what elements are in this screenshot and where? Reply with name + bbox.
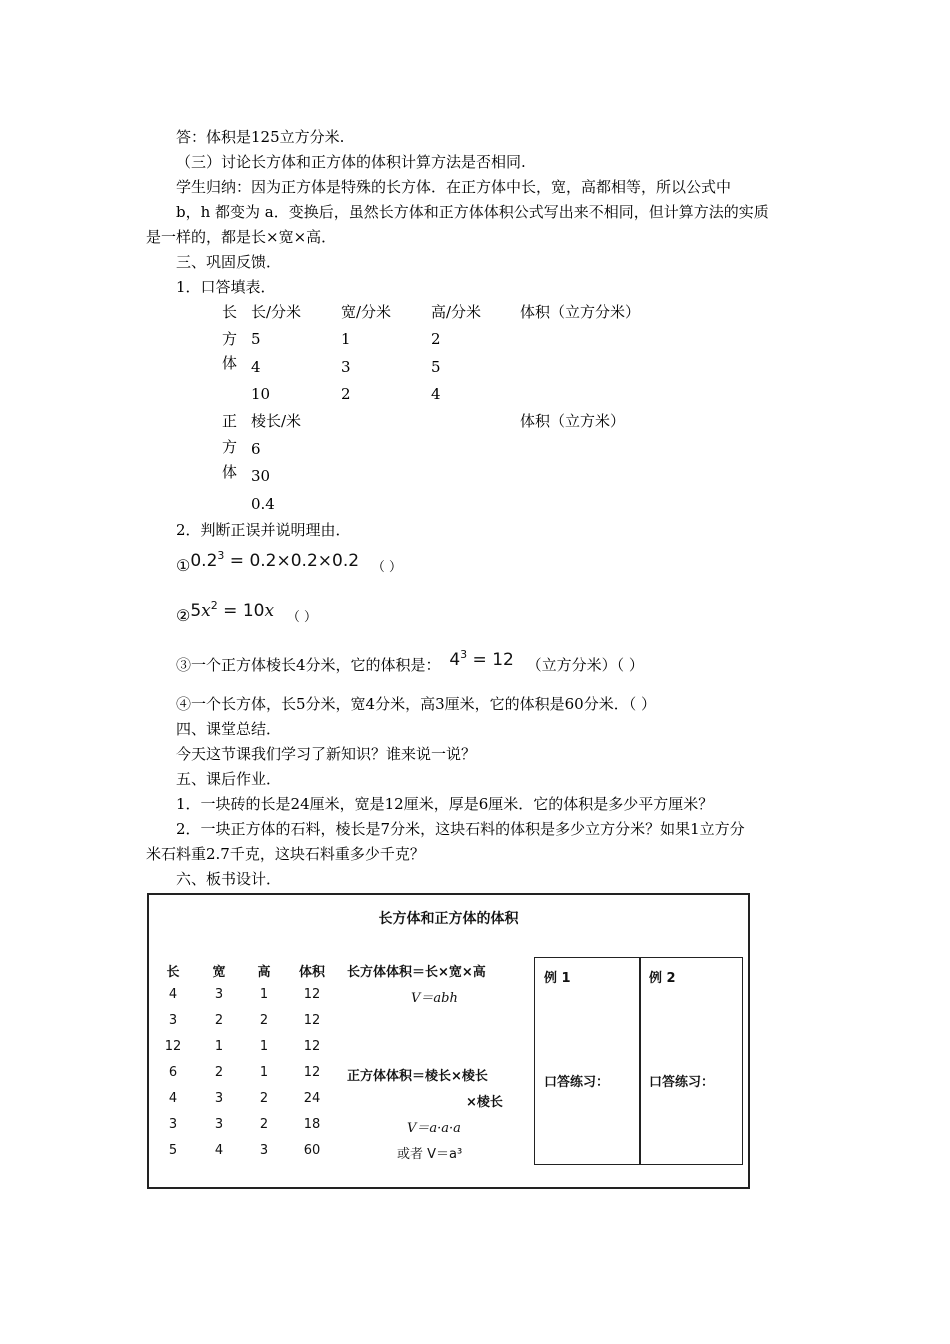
- board-cell: 4: [168, 987, 178, 1002]
- q1-paren: （ ）: [371, 560, 402, 575]
- section-3-heading: 三、巩固反馈．: [176, 253, 282, 271]
- board-cell: 6: [168, 1065, 178, 1080]
- cuboid-label-char: 方: [222, 330, 238, 348]
- cube-header-volume: 体积（立方米）: [520, 412, 626, 430]
- student-summary-line-1: 学生归纳：因为正方体是特殊的长方体．在正方体中长，宽，高都相等，所以公式中: [176, 178, 732, 196]
- board-cell: 2: [259, 1117, 269, 1132]
- cube-formula-line-2: ×棱长: [466, 1095, 503, 1110]
- board-cell: 2: [214, 1013, 224, 1028]
- board-cell: 12: [303, 987, 321, 1002]
- q2-formula: $5x^2 = 10x$: [190, 599, 275, 621]
- table-cell: 4: [251, 358, 261, 376]
- q3-formula: $4^3 = 12$: [449, 648, 514, 670]
- judge-q3: [176, 650, 644, 675]
- oral-practice-1: 口答练习：: [544, 1075, 610, 1090]
- cuboid-formula: 长方体体积＝长×宽×高: [347, 965, 486, 980]
- board-design: [147, 893, 750, 1189]
- board-cell: 12: [303, 1065, 321, 1080]
- table-cell: 5: [251, 330, 261, 348]
- q3-text: ③一个正方体棱长4分米，它的体积是：: [176, 656, 441, 674]
- section-4-heading: 四、课堂总结．: [176, 720, 282, 738]
- homework-2-line-1: 2．一块正方体的石料，棱长是7分米，这块石料的体积是多少立方分米？如果1立方分: [176, 820, 745, 838]
- board-cell: 1: [259, 1065, 269, 1080]
- board-cell: 2: [259, 1013, 269, 1028]
- board-cell: 1: [214, 1039, 224, 1054]
- cuboid-header-width: 宽/分米: [341, 303, 392, 321]
- judge-q2: [176, 601, 317, 628]
- board-title: 长方体和正方体的体积: [378, 911, 519, 927]
- q1-formula: $0.2^3 = 0.2\times 0.2\times 0.2$: [190, 549, 360, 571]
- cuboid-header-length: 长/分米: [251, 303, 302, 321]
- q3-unit: （立方分米）（ ）: [526, 656, 644, 674]
- cuboid-label-char: 长: [222, 303, 238, 321]
- board-cell: 60: [303, 1143, 321, 1158]
- table-cell: 4: [431, 385, 441, 403]
- homework-1: 1．一块砖的长是24厘米，宽是12厘米，厚是6厘米．它的体积是多少平方厘米？: [176, 795, 714, 813]
- table-cell: 2: [431, 330, 441, 348]
- board-cell: 1: [259, 987, 269, 1002]
- board-cell: 12: [303, 1013, 321, 1028]
- summary-question: 今天这节课我们学习了新知识？谁来说一说？: [176, 745, 477, 763]
- cube-label-char: 体: [222, 463, 238, 481]
- board-cell: 5: [168, 1143, 178, 1158]
- board-cell: 3: [214, 1117, 224, 1132]
- table-cell: 0.4: [251, 495, 275, 513]
- board-cell: 3: [259, 1143, 269, 1158]
- table-cell: 6: [251, 440, 261, 458]
- board-cell: 3: [214, 987, 224, 1002]
- section-6-heading: 六、板书设计．: [176, 870, 282, 888]
- board-cell: 1: [259, 1039, 269, 1054]
- board-cell: 12: [303, 1039, 321, 1054]
- example-1-label: 例 1: [544, 971, 571, 986]
- table-cell: 10: [251, 385, 271, 403]
- judge-q1: [176, 551, 402, 578]
- board-cell: 3: [168, 1013, 178, 1028]
- cube-short-formula: V＝a·a·a: [407, 1121, 461, 1136]
- cuboid-label-char: 体: [222, 354, 238, 372]
- table-cell: 3: [341, 358, 351, 376]
- board-cell: 24: [303, 1091, 321, 1106]
- discuss-title: （三）讨论长方体和正方体的体积计算方法是否相同.: [176, 153, 526, 171]
- examples-divider: [639, 958, 641, 1164]
- judge-q4: ④一个长方体，长5分米，宽4分米，高3厘米，它的体积是60分米．（ ）: [176, 695, 656, 713]
- answer-line: 答：体积是125立方分米.: [176, 128, 345, 146]
- example-2-label: 例 2: [649, 971, 676, 986]
- board-cell: 3: [168, 1117, 178, 1132]
- cube-label-char: 方: [222, 438, 238, 456]
- student-summary-line-2: b，h 都变为 a．变换后，虽然长方体和正方体体积公式写出来不相同，但计算方法的实质: [176, 203, 769, 221]
- table-cell: 1: [341, 330, 351, 348]
- board-header-height: 高: [257, 965, 271, 980]
- board-cell: 3: [214, 1091, 224, 1106]
- cuboid-header-volume: 体积（立方分米）: [520, 303, 641, 321]
- cuboid-short-formula: V＝abh: [411, 991, 458, 1006]
- board-cell: 4: [168, 1091, 178, 1106]
- cube-label-char: 正: [222, 412, 238, 430]
- table-cell: 30: [251, 467, 271, 485]
- table-cell: 5: [431, 358, 441, 376]
- board-header-width: 宽: [212, 965, 226, 980]
- item-1-heading: 1．口答填表．: [176, 278, 276, 296]
- examples-box: [534, 957, 743, 1165]
- judge-heading: 2．判断正误并说明理由．: [176, 521, 351, 539]
- q1-number: ①: [176, 556, 191, 575]
- board-cell: 18: [303, 1117, 321, 1132]
- cube-header-edge: 棱长/米: [251, 412, 302, 430]
- board-header-volume: 体积: [298, 965, 325, 980]
- section-5-heading: 五、课后作业．: [176, 770, 282, 788]
- q2-number: ②: [176, 606, 191, 625]
- cube-alt-formula: 或者 V＝a³: [397, 1147, 463, 1162]
- oral-practice-2: 口答练习：: [649, 1075, 715, 1090]
- q2-paren: （ ）: [286, 610, 317, 625]
- board-header-length: 长: [166, 965, 180, 980]
- board-cell: 4: [214, 1143, 224, 1158]
- board-cell: 2: [259, 1091, 269, 1106]
- board-cell: 12: [164, 1039, 182, 1054]
- table-cell: 2: [341, 385, 351, 403]
- student-summary-line-3: 是一样的，都是长×宽×高．: [146, 228, 337, 246]
- homework-2-line-2: 米石料重2.7千克，这块石料重多少千克？: [146, 845, 425, 863]
- cuboid-header-height: 高/分米: [431, 303, 482, 321]
- board-cell: 2: [214, 1065, 224, 1080]
- cube-formula-line-1: 正方体体积＝棱长×棱长: [347, 1069, 488, 1084]
